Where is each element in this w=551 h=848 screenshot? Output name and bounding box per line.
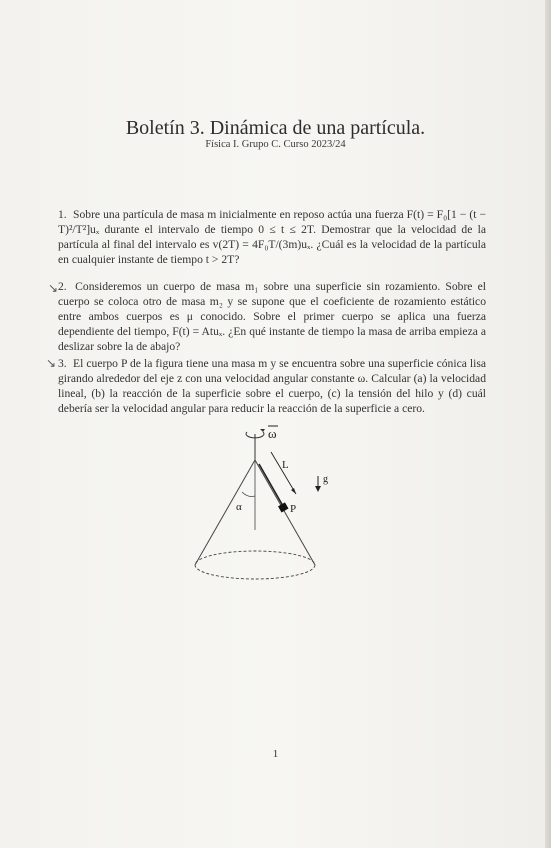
problem-3	[58, 356, 486, 416]
check-mark-icon: ↘	[46, 356, 57, 370]
omega-label: ω	[268, 426, 277, 441]
problem-number: 1.	[58, 208, 67, 221]
problem-number: 3.	[58, 357, 67, 370]
check-mark-icon: ↘	[48, 281, 59, 295]
gravity-arrowhead-icon	[315, 486, 321, 492]
angle-label: α	[236, 501, 242, 513]
document-title: Boletín 3. Dinámica de una partícula.	[125, 117, 426, 139]
length-arrowhead-icon	[291, 488, 296, 494]
problem-2	[58, 279, 486, 354]
page-number: 1	[272, 748, 279, 760]
gravity-label: g	[323, 474, 328, 485]
angle-arc	[242, 492, 255, 497]
cone-left-edge	[195, 460, 255, 565]
cone-figure	[180, 420, 380, 600]
problem-number: 2.	[58, 280, 67, 293]
rotation-arrowhead-icon	[260, 429, 265, 432]
document-subtitle: Física I. Grupo C. Curso 2023/24	[205, 139, 346, 150]
problem-text: Consideremos un cuerpo de masa m₁ sobre una superficie sin rozamiento. Sobre el cuerpo se coloca otro de masa m₂ y se supone que el coeficiente de rozamiento estático entre ambos cuerpos es μ conocido. Sobre el primer cuerpo se aplica una fuerza dependiente del tiempo, F(t) = Atuₓ. ¿En qué instante de tiempo la masa de arriba empieza a deslizar sobre la de abajo?	[58, 280, 486, 353]
problem-text: Sobre una partícula de masa m inicialmente en reposo actúa una fuerza F(t) = F₀[1 − (t − T)²/T²]uₓ durante el intervalo de tiempo 0 ≤ t ≤ 2T. Demostrar que la velocidad de la partícula al final del intervalo es v(2T) = 4F₀T/(3m)uₓ. ¿Cuál es la velocidad de la partícula en cualquier instante de tiempo t > 2T?	[58, 208, 486, 266]
length-label: L	[282, 459, 289, 471]
problem-1	[58, 207, 486, 267]
point-label: P	[290, 503, 297, 515]
cone-base	[195, 551, 315, 579]
string-line	[259, 464, 283, 506]
problem-text: El cuerpo P de la figura tiene una masa m y se encuentra sobre una superficie cónica lisa girando alrededor del eje z con una velocidad angular constante ω. Calcular (a) la velocidad lineal, (b) la reacción de la superficie sobre el cuerpo, (c) la tensión del hilo y (d) cuál debería ser la velocidad angular para reducir la reacción de la superficie a cero.	[58, 357, 486, 415]
